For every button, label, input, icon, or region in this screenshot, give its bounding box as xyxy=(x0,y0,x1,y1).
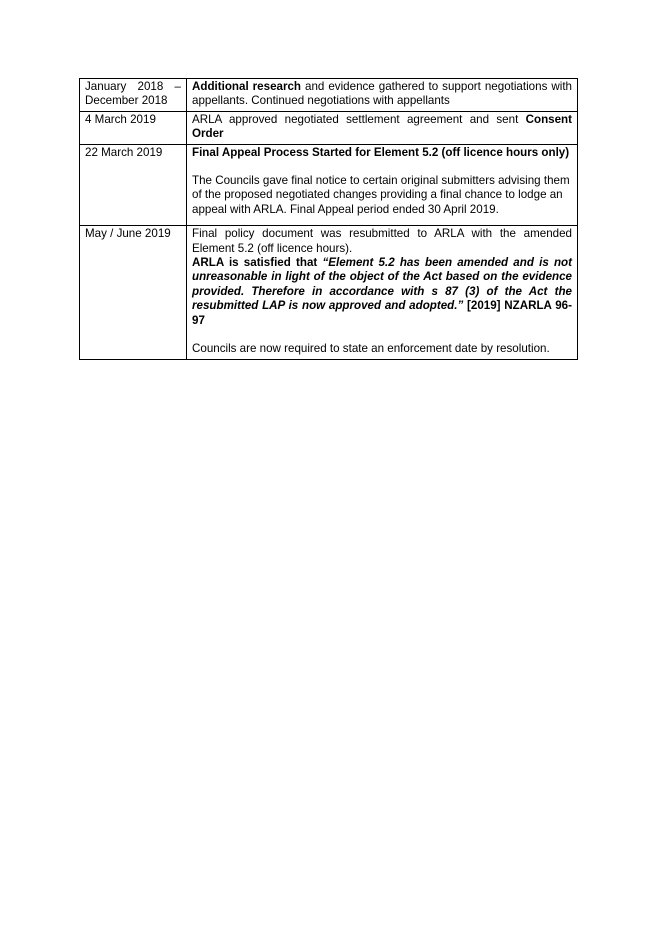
bold-phrase: ARLA is satisfied that xyxy=(192,256,323,270)
closing-text: Councils are now required to state an enforcement date by resolution. xyxy=(192,342,550,356)
date-cell xyxy=(80,226,187,359)
date-cell xyxy=(80,79,187,112)
description-text: The Councils gave final notice to certain original submitters advising them of the proposed negotiated changes providing a final chance to lodge an appeal with ARLA. Final Appeal period ended 30 April 2019. xyxy=(192,174,570,216)
date-cell xyxy=(80,144,187,226)
description-cell xyxy=(187,111,578,144)
description-text: and evidence gathered to support negotiations with appellants. Continued negotiations with appellants xyxy=(192,80,572,108)
section-heading: Final Appeal Process Started for Element 5.2 (off licence hours only) xyxy=(192,145,570,159)
description-text: ARLA approved negotiated settlement agreement and sent xyxy=(192,112,526,126)
bold-phrase: Additional research xyxy=(192,80,302,93)
date-cell xyxy=(80,111,187,144)
table-row xyxy=(80,226,578,359)
citation: [2019] NZARLA 96-97 xyxy=(192,299,572,327)
date-text: May / June 2019 xyxy=(85,227,171,241)
quoted-decision: “Element 5.2 has been amended and is not unreasonable in light of the object of the Act based on the evidence provided. Therefore in accordance with s 87 (3) of the Act the resubmitted LAP is now approved and adopted.” xyxy=(192,256,572,313)
bold-phrase: Consent Order xyxy=(192,112,572,141)
timeline-table xyxy=(79,78,578,360)
description-text: Final policy document was resubmitted to ARLA with the amended Element 5.2 (off licence hours). xyxy=(192,227,572,255)
date-text: 22 March 2019 xyxy=(85,145,163,159)
table-row xyxy=(80,111,578,144)
table-row xyxy=(80,144,578,226)
date-text: January 2018 – xyxy=(85,80,181,93)
table-row xyxy=(80,79,578,112)
date-text: December 2018 xyxy=(85,94,168,108)
description-cell xyxy=(187,79,578,112)
description-cell xyxy=(187,144,578,226)
date-text: 4 March 2019 xyxy=(85,112,156,126)
description-cell xyxy=(187,226,578,359)
